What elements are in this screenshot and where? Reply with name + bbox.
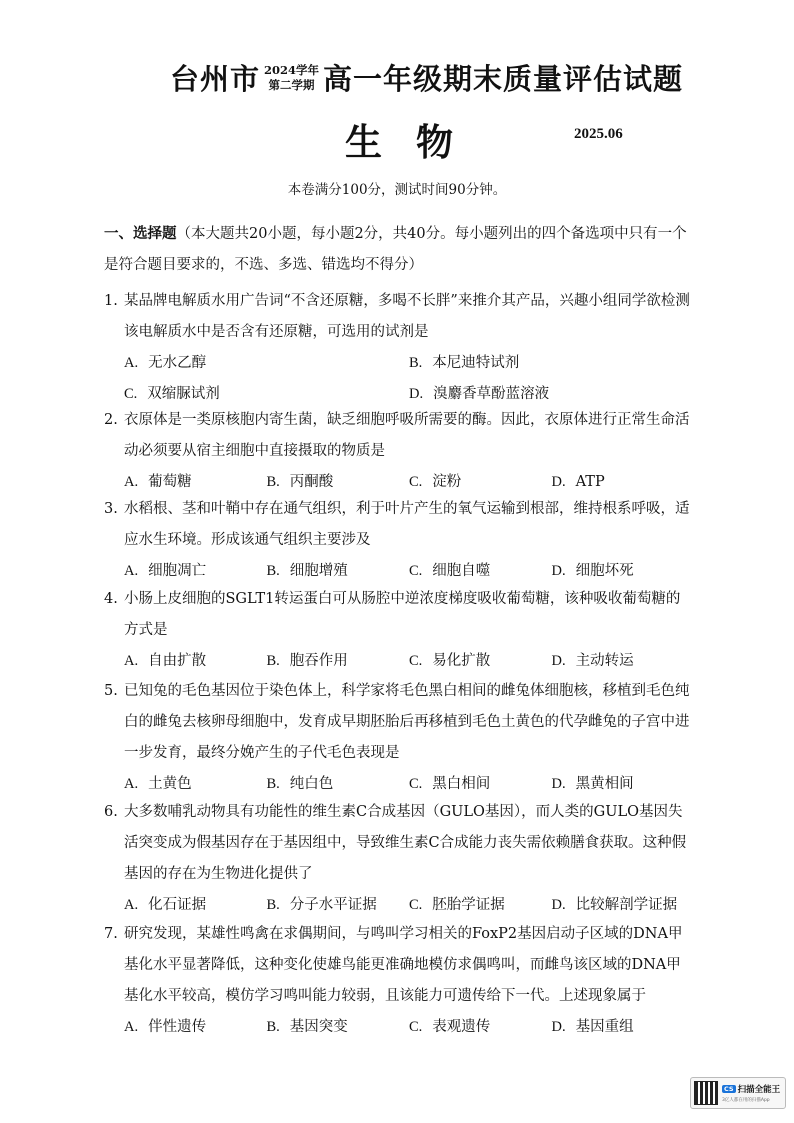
option-b: B. 胞吞作用	[266, 653, 348, 669]
section-label: 一、选择题	[104, 225, 177, 242]
question-4	[104, 584, 694, 677]
option-b: B. 分子水平证据	[266, 897, 377, 913]
option-c: C. 细胞自噬	[409, 563, 491, 579]
question-stem: 某品牌电解质水用广告词“不含还原糖，多喝不长胖”来推介其产品，兴趣小组同学欲检测该电解质水中是否含有还原糖，可选用的试剂是	[124, 293, 690, 340]
title-city: 台州市	[170, 62, 261, 96]
question-number: 5.	[104, 683, 118, 699]
question-stem: 大多数哺乳动物具有功能性的维生素C合成基因（GULO基因），而人类的GULO基因失活突变成为假基因存在于基因组中，导致维生素C合成能力丧失需依赖膳食获取。这种假基因的存在为生物进化提供了	[124, 804, 687, 882]
option-d: D. 主动转运	[551, 653, 634, 669]
option-a: A. 自由扩散	[124, 653, 207, 669]
question-number: 2.	[104, 412, 118, 428]
exam-note: 本卷满分100分，测试时间90分钟。	[287, 182, 507, 198]
option-a: A. 细胞凋亡	[124, 563, 207, 579]
cs-logo-icon: CS	[724, 1085, 734, 1093]
scanner-watermark	[690, 1077, 786, 1109]
question-stem: 水稻根、茎和叶鞘中存在通气组织，利于叶片产生的氧气运输到根部，维持根系呼吸，适应水生环境。形成该通气组织主要涉及	[124, 501, 690, 548]
question-stem: 小肠上皮细胞的SGLT1转运蛋白可从肠腔中逆浓度梯度吸收葡萄糖，该种吸收葡萄糖的方式是	[124, 591, 681, 638]
option-c: C. 胚胎学证据	[409, 897, 505, 913]
title-year-bottom: 第二学期	[268, 77, 315, 92]
option-a: A. 葡萄糖	[124, 474, 192, 490]
option-a: A. 化石证据	[124, 897, 207, 913]
stamp-brand: 扫描全能王	[737, 1085, 781, 1095]
option-a: A. 伴性遗传	[124, 1019, 207, 1035]
question-2	[104, 405, 694, 498]
option-b: B. 细胞增殖	[266, 563, 348, 579]
option-a: A. 土黄色	[124, 776, 192, 792]
stamp-subtitle: 3亿人都在用的扫描App	[722, 1098, 770, 1103]
option-b: B. 本尼迪特试剂	[409, 355, 520, 371]
title-main: 高一年级期末质量评估试题	[323, 62, 684, 96]
question-stem: 已知兔的毛色基因位于染色体上，科学家将毛色黑白相间的雌兔体细胞核，移植到毛色纯白的雌兔去核卵母细胞中，发育成早期胚胎后再移植到毛色土黄色的代孕雌兔的子宫中进一步发育，最终分娩产生的子代毛色表现是	[124, 683, 690, 761]
section-header	[104, 218, 694, 281]
question-number: 6.	[104, 804, 118, 820]
option-d: D. 基因重组	[551, 1019, 634, 1035]
question-3	[104, 494, 694, 587]
question-6	[104, 797, 694, 921]
option-c: C. 黑白相间	[409, 776, 491, 792]
question-stem: 衣原体是一类原核胞内寄生菌，缺乏细胞呼吸所需要的酶。因此，衣原体进行正常生命活动必须要从宿主细胞中直接摄取的物质是	[124, 412, 690, 459]
question-7	[104, 919, 694, 1043]
qr-code-icon	[694, 1081, 718, 1105]
subject-title: 生物	[345, 120, 487, 164]
option-d: D. 黑黄相间	[551, 776, 634, 792]
option-b: B. 基因突变	[266, 1019, 348, 1035]
section-desc: （本大题共20小题，每小题2分，共40分。每小题列出的四个备选项中只有一个是符合题目要求的，不选、多选、错选均不得分）	[104, 226, 687, 273]
exam-title	[170, 57, 683, 98]
option-b: B. 丙酮酸	[266, 474, 334, 490]
question-number: 4.	[104, 591, 118, 607]
question-number: 3.	[104, 501, 118, 517]
option-d: D. 溴麝香草酚蓝溶液	[409, 386, 550, 402]
question-number: 7.	[104, 926, 118, 942]
option-c: C. 易化扩散	[409, 653, 491, 669]
question-stem: 研究发现，某雄性鸣禽在求偶期间，与鸣叫学习相关的FoxP2基因启动子区域的DNA甲基化水平显著降低，这种变化使雄鸟能更准确地模仿求偶鸣叫，而雌鸟该区域的DNA甲基化水平较高，模仿学习鸣叫能力较弱，且该能力可遗传给下一代。上述现象属于	[124, 926, 683, 1004]
title-year	[264, 63, 319, 93]
exam-date: 2025.06	[574, 126, 623, 142]
option-d: D. 细胞坏死	[551, 563, 634, 579]
option-b: B. 纯白色	[266, 776, 334, 792]
option-d: D. ATP	[551, 474, 605, 490]
question-number: 1.	[104, 293, 118, 309]
option-c: C. 淀粉	[409, 474, 462, 490]
question-1	[104, 286, 694, 410]
question-5	[104, 676, 694, 800]
option-c: C. 双缩脲试剂	[124, 386, 220, 402]
option-c: C. 表观遗传	[409, 1019, 491, 1035]
option-d: D. 比较解剖学证据	[551, 897, 678, 913]
option-a: A. 无水乙醇	[124, 355, 207, 371]
title-year-top: 2024学年	[264, 62, 320, 77]
